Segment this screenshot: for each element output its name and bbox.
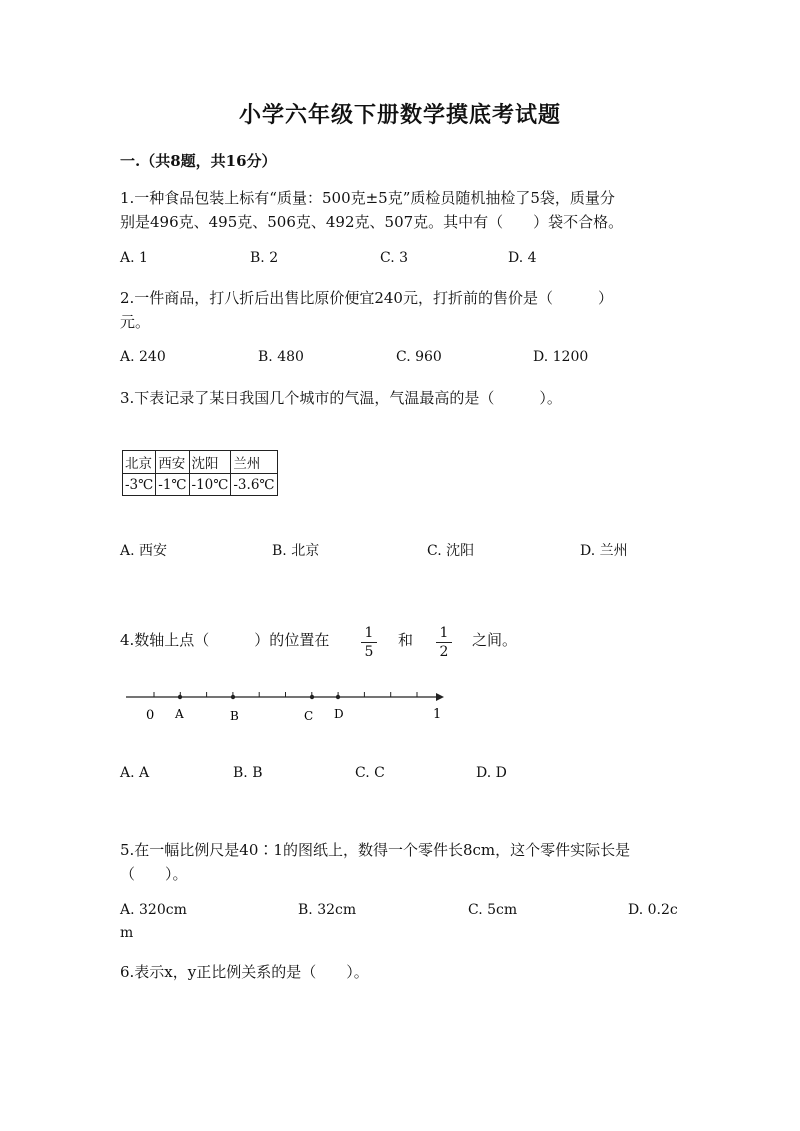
question-1-option-a: A. 1 [120,250,148,266]
number-line-arrow [436,693,444,701]
temp-cell: -3℃ [123,474,156,496]
temp-cell: -1℃ [156,474,189,496]
question-5-line-2: （ ）。 [120,865,188,883]
question-5-option-b: B. 32cm [298,902,357,918]
question-4-text-post: 之间。 [472,631,518,649]
question-3-option-b: B. 北京 [272,543,320,559]
question-5-option-d-wrap: m [120,925,134,941]
question-2-line-2: 元。 [120,313,151,331]
question-4-option-a: A. A [120,765,150,781]
question-2-option-a: A. 240 [120,349,166,365]
question-2-line-1: 2.一件商品，打八折后出售比原价便宜240元，打折前的售价是（ ） [120,289,613,307]
page-title: 小学六年级下册数学摸底考试题 [238,102,561,128]
question-1-line-1: 1.一种食品包装上标有“质量：500克±5克”质检员随机抽检了5袋，质量分 [120,189,615,207]
city-cell: 北京 [123,451,156,474]
city-cell: 兰州 [231,451,277,474]
question-3-option-c: C. 沈阳 [427,543,475,559]
question-4-option-d: D. D [476,765,507,781]
question-2-option-c: C. 960 [396,349,442,365]
question-1-option-c: C. 3 [380,250,409,266]
question-5-option-a: A. 320cm [120,902,187,918]
number-line-ticks [154,692,417,697]
question-4-option-c: C. C [355,765,385,781]
question-5-line-1: 5.在一幅比例尺是40∶1的图纸上，数得一个零件长8cm，这个零件实际长是 [120,841,631,859]
temp-cell: -10℃ [189,474,231,496]
fraction-denominator: 5 [364,644,374,660]
point-c-dot [310,695,314,699]
city-cell: 西安 [156,451,189,474]
question-1-line-2: 别是496克、495克、506克、492克、507克。其中有（ ）袋不合格。 [120,213,624,231]
question-3-line-1: 3.下表记录了某日我国几个城市的气温，气温最高的是（ ）。 [120,389,562,407]
point-a-dot [178,695,182,699]
section-heading: 一.（共8题，共16分） [120,152,277,170]
question-4-text-mid: 和 [398,631,414,649]
city-cell: 沈阳 [189,451,231,474]
question-2-option-b: B. 480 [258,349,304,365]
fraction-numerator: 1 [361,624,377,643]
point-a-label: A [175,707,184,721]
question-1-option-b: B. 2 [250,250,279,266]
point-b-dot [231,695,235,699]
point-d-label: D [334,707,344,721]
question-5-option-d: D. 0.2c [628,902,678,918]
question-1-option-d: D. 4 [508,250,537,266]
question-4-text-pre: 4.数轴上点（ ）的位置在 [120,631,330,649]
point-c-label: C [304,709,314,723]
point-b-label: B [230,709,239,723]
question-5-option-c: C. 5cm [468,902,518,918]
question-4-option-b: B. B [233,765,263,781]
question-6-line-1: 6.表示x，y正比例关系的是（ ）。 [120,963,369,981]
number-line-one-label: 1 [433,707,442,722]
point-d-dot [336,695,340,699]
fraction-denominator: 2 [439,644,449,660]
number-line-zero-label: 0 [146,708,155,723]
question-3-option-d: D. 兰州 [580,543,628,559]
question-3-option-a: A. 西安 [120,543,168,559]
temp-cell: -3.6℃ [231,474,277,496]
question-2-option-d: D. 1200 [533,349,589,365]
fraction-numerator: 1 [436,624,452,643]
